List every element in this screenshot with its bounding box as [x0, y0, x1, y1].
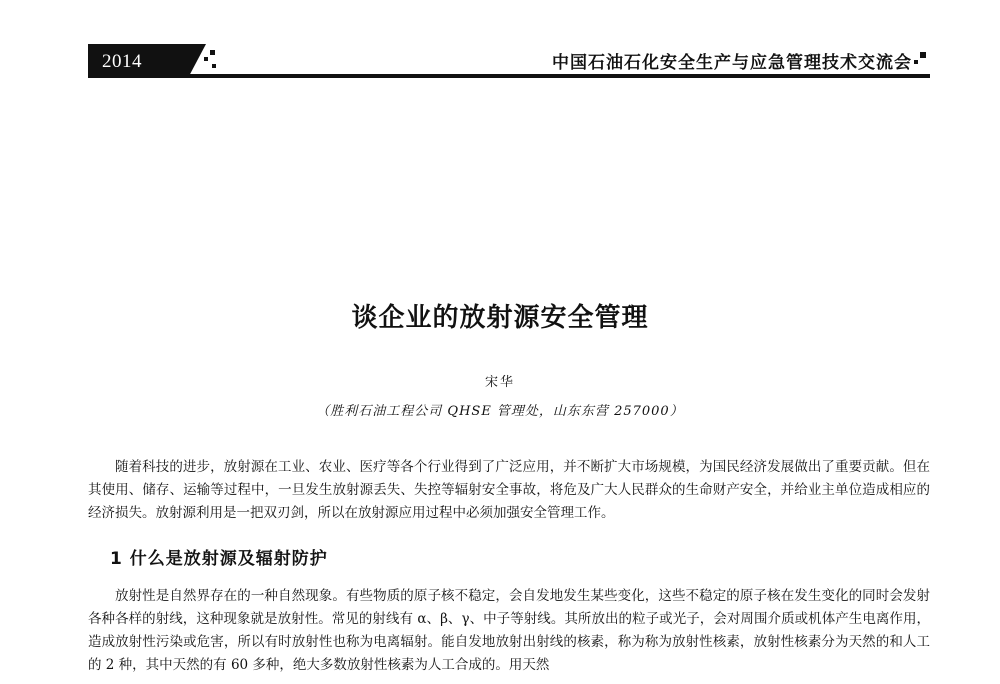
body-paragraph: 放射性是自然界存在的一种自然现象。有些物质的原子核不稳定，会自发地发生某些变化，这些不稳定的原子核在发生变化的同时会发射各种各样的射线，这种现象就是放射性。常见的射线有 α、β、γ、中子等射线。其所放出的粒子或光子，会对周围介质或机体产生电离作用，造成放射性污染或危害，所以有时放射性也称为电离辐射。能自发地放射出射线的核素，称为称为放射性核素，放射性核素分为天然的和人工的 2 种，其中天然的有 60 多种，绝大多数放射性核素为人工合成的。用天然 — [88, 588, 930, 673]
abstract-paragraph: 随着科技的进步，放射源在工业、农业、医疗等各个行业得到了广泛应用，并不断扩大市场规模，为国民经济发展做出了重要贡献。但在其使用、储存、运输等过程中，一旦发生放射源丢失、失控等辐射安全事故，将危及广大人民群众的生命财产安全，并给业主单位造成相应的经济损失。放射源利用是一把双刃剑，所以在放射源应用过程中必须加强安全管理工作。 — [88, 459, 930, 521]
header-square-decoration — [914, 60, 918, 64]
article-title: 谈企业的放射源安全管理 — [351, 303, 649, 333]
header-rule — [190, 74, 930, 78]
header-wedge-decoration — [188, 44, 206, 78]
header-year: 2014 — [102, 51, 142, 72]
article-author: 宋华 — [484, 375, 515, 390]
header-square-decoration — [212, 64, 216, 68]
header-year-block — [88, 44, 190, 78]
header-square-decoration — [920, 52, 926, 58]
section-heading: 1 什么是放射源及辐射防护 — [110, 549, 328, 569]
header-conference-title: 中国石油石化安全生产与应急管理技术交流会 — [552, 53, 912, 73]
header-square-decoration — [210, 50, 215, 55]
running-header — [88, 44, 930, 78]
article-affiliation: （胜利石油工程公司 QHSE 管理处，山东东营 257000） — [316, 404, 684, 419]
header-square-decoration — [204, 57, 208, 61]
